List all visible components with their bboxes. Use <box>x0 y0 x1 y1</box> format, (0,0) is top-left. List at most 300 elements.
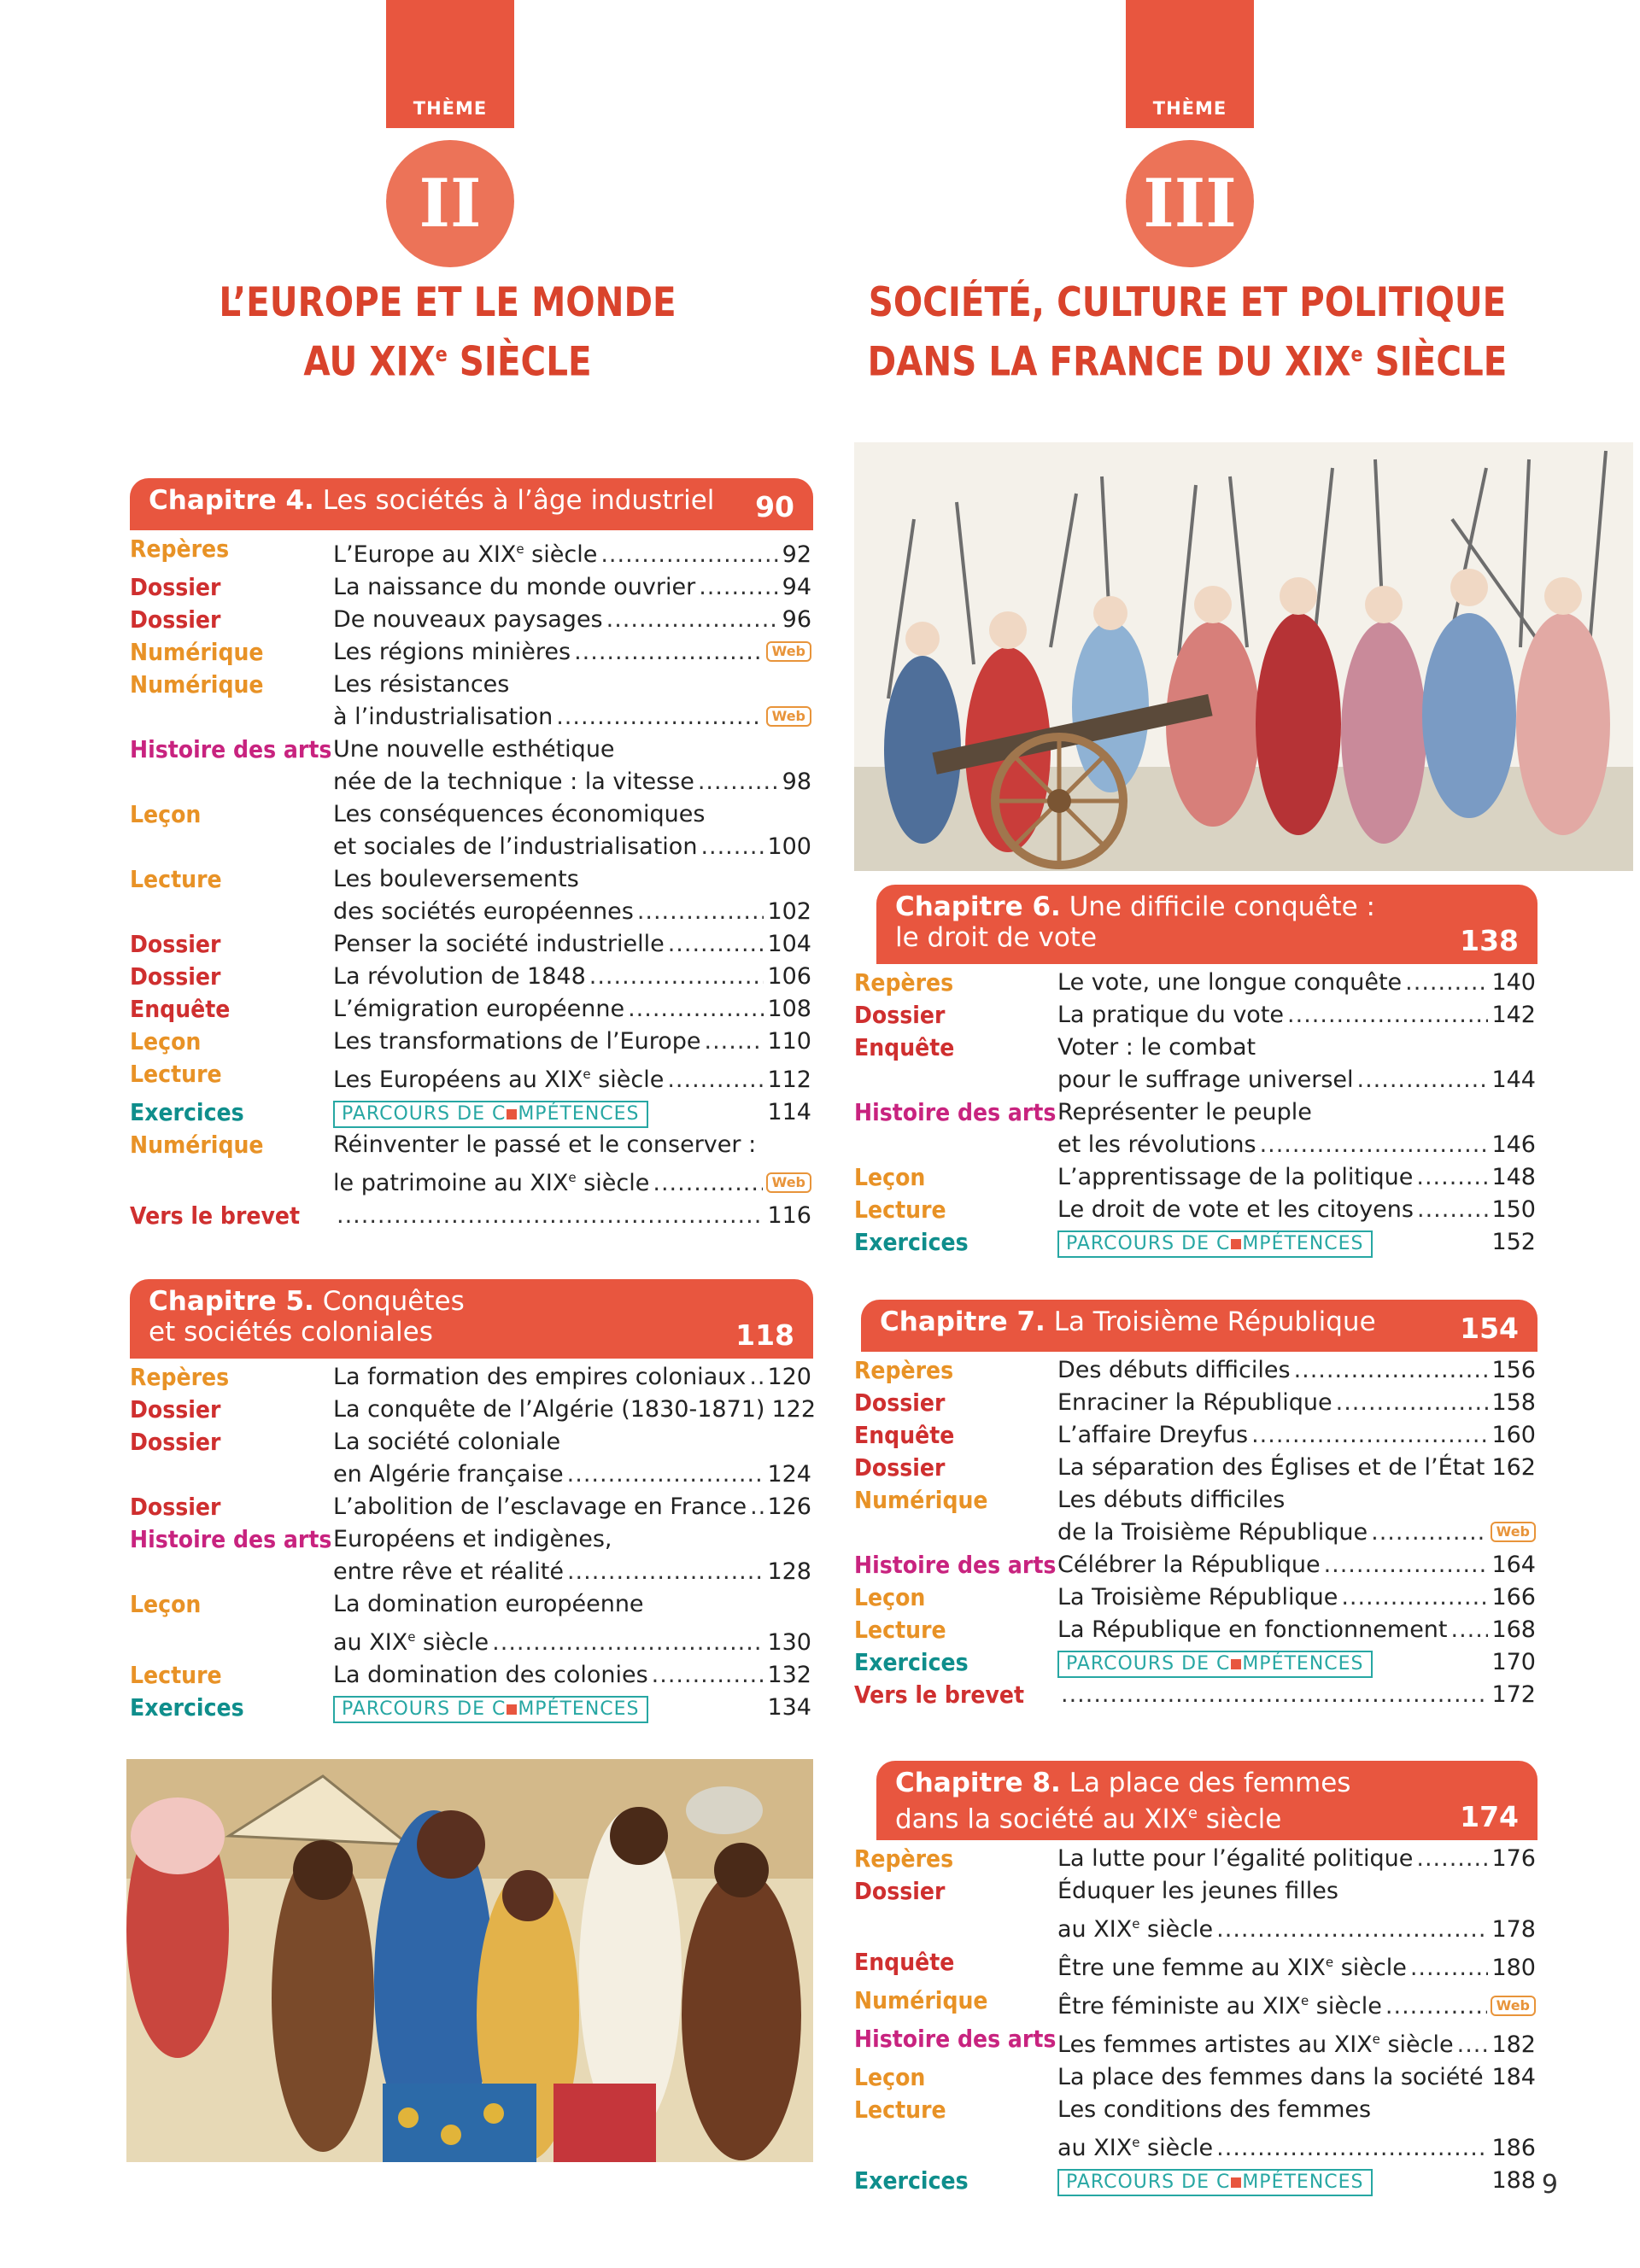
parcours-text: PARCOURS DE C <box>342 1103 507 1125</box>
superscript: e <box>1132 1916 1140 1932</box>
entry-label: Le droit de vote et les citoyens <box>1057 1196 1414 1223</box>
entry-text <box>333 1058 811 1096</box>
entry-line <box>333 831 811 863</box>
leader-dots <box>1416 1161 1488 1194</box>
entry-text-part: siècle <box>1139 2135 1214 2161</box>
chapter-rule <box>876 962 1538 964</box>
chapter-8-header[interactable] <box>876 1761 1538 1838</box>
entry-category: Dossier <box>130 962 221 991</box>
entry-line <box>333 1361 811 1394</box>
toc-entry[interactable] <box>130 798 813 863</box>
entry-page: 164 <box>1491 1552 1536 1578</box>
entry-text <box>333 571 811 604</box>
entry-category: Dossier <box>130 573 221 601</box>
chapter-entries <box>130 533 813 1232</box>
toc-entry[interactable] <box>130 636 813 669</box>
entry-page: 124 <box>767 1461 811 1488</box>
toc-entry[interactable] <box>854 967 1538 999</box>
toc-entry[interactable] <box>854 1843 1538 1875</box>
entry-line <box>333 1556 811 1588</box>
toc-entry[interactable] <box>130 1588 813 1659</box>
entry-category: Repères <box>130 1363 230 1391</box>
entry-label: La pratique du vote <box>1057 1002 1285 1028</box>
entry-label: Enraciner la République <box>1057 1389 1332 1416</box>
entry-text <box>333 961 811 993</box>
theme-title-line-2: DANS LA FRANCE DU XIXe SIÈCLE <box>867 338 1508 386</box>
chapter-6 <box>854 885 1538 1259</box>
leader-dots <box>704 1026 764 1058</box>
entry-line <box>1057 967 1536 999</box>
parcours-square-icon <box>507 1704 517 1715</box>
leader-dots <box>492 1627 764 1659</box>
entry-category: Enquête <box>854 1033 955 1061</box>
entry-label: en Algérie française <box>333 1461 564 1488</box>
entry-category: Histoire des arts <box>854 1551 1057 1579</box>
entry-category: Vers le brevet <box>854 1681 1025 1709</box>
entry-category: Lecture <box>130 865 222 893</box>
chapter-number: Chapitre 5. <box>149 1286 314 1317</box>
toc-entry[interactable] <box>854 1419 1538 1452</box>
entry-label: L’émigration européenne <box>333 996 625 1022</box>
parcours-text: PARCOURS DE C <box>1066 2172 1231 2193</box>
parcours-text: PARCOURS DE C <box>342 1698 507 1720</box>
toc-entry[interactable] <box>130 734 813 798</box>
toc-entry[interactable] <box>130 1394 817 1426</box>
entry-line: Représenter le peuple <box>1057 1099 1312 1125</box>
parcours-square-icon <box>1231 2177 1241 2188</box>
chapter-title: Une difficile conquête : <box>1069 891 1375 922</box>
parcours-competences-badge <box>1057 2169 1373 2196</box>
toc-entry[interactable] <box>130 1361 813 1394</box>
entry-text <box>1057 1646 1536 1679</box>
theme-numeral: III <box>1126 135 1254 267</box>
entry-category: Dossier <box>854 1388 946 1417</box>
entry-line: Les résistances <box>333 671 510 698</box>
entry-text <box>1057 1581 1536 1614</box>
entry-category: Exercices <box>130 1693 244 1721</box>
superscript: e <box>568 1170 577 1185</box>
entry-line <box>1057 2126 1536 2165</box>
entry-line <box>333 1161 811 1200</box>
entry-text <box>1057 1354 1536 1387</box>
leader-dots <box>1336 1387 1489 1419</box>
entry-text <box>333 1394 817 1426</box>
entry-category: Vers le brevet <box>130 1201 301 1230</box>
entry-category: Dossier <box>854 1877 946 1905</box>
leader-dots <box>699 571 778 604</box>
entry-line <box>1057 1517 1536 1549</box>
leader-dots <box>1451 1614 1489 1646</box>
toc-entry[interactable] <box>854 1984 1538 2023</box>
entry-text <box>333 1200 811 1232</box>
toc-entry[interactable] <box>854 1032 1538 1096</box>
toc-entry[interactable] <box>854 1096 1538 1161</box>
toc-entry[interactable] <box>130 533 813 571</box>
entry-line <box>333 961 811 993</box>
entry-page: 186 <box>1491 2135 1536 2161</box>
leader-dots <box>652 1659 764 1692</box>
entry-page: 176 <box>1491 1845 1536 1872</box>
toc-entry[interactable] <box>130 1491 813 1523</box>
entry-line: Les bouleversements <box>333 866 579 892</box>
entry-label <box>1057 2126 1213 2165</box>
chapter-rule <box>876 1838 1538 1840</box>
toc-entry[interactable] <box>130 669 813 734</box>
entry-category: Exercices <box>130 1098 244 1126</box>
entry-line <box>1057 1946 1536 1984</box>
entry-label <box>1057 1908 1213 1946</box>
entry-text-part: siècle <box>1379 2031 1454 2058</box>
superscript: e <box>1372 2031 1380 2047</box>
entry-category: Exercices <box>854 1648 969 1676</box>
toc-entry[interactable] <box>130 1523 813 1588</box>
leader-dots <box>1324 1549 1489 1581</box>
entry-line <box>1057 1549 1536 1581</box>
toc-entry[interactable] <box>854 2165 1538 2197</box>
entry-line <box>333 1394 817 1426</box>
leader-dots <box>750 1491 764 1523</box>
entry-line <box>1057 2165 1536 2197</box>
entry-page: 96 <box>782 606 811 633</box>
toc-entry[interactable] <box>854 2023 1538 2061</box>
entry-line <box>333 1659 811 1692</box>
entry-line <box>1057 999 1536 1032</box>
chapter-7-header[interactable] <box>861 1300 1538 1349</box>
colonial-painting <box>126 1759 813 2162</box>
entry-page: 168 <box>1491 1616 1536 1643</box>
chapter-page: 90 <box>755 490 794 523</box>
chapter-page: 154 <box>1460 1312 1519 1345</box>
theme-title-line-1: L’EUROPE ET LE MONDE <box>219 279 676 326</box>
superscript: e <box>516 541 524 557</box>
entry-category: Dossier <box>130 1428 221 1456</box>
parcours-square-icon <box>507 1109 517 1119</box>
chapter-page: 174 <box>1460 1800 1519 1833</box>
entry-text-part: siècle <box>590 1067 665 1093</box>
toc-entry[interactable] <box>854 1646 1538 1679</box>
entry-line <box>1057 1581 1536 1614</box>
entry-page: 116 <box>767 1202 811 1229</box>
entry-line <box>333 1491 811 1523</box>
entry-category: Leçon <box>854 1583 926 1611</box>
toc-entry[interactable] <box>130 1096 813 1129</box>
entry-text <box>333 928 811 961</box>
entry-text <box>1057 2094 1536 2165</box>
entry-category: Dossier <box>854 1453 946 1482</box>
leader-dots <box>1417 1194 1488 1226</box>
chapter-5-header[interactable] <box>130 1279 813 1356</box>
entry-line: Éduquer les jeunes filles <box>1057 1878 1338 1904</box>
entry-text <box>1057 1452 1536 1484</box>
entry-page: 134 <box>767 1694 811 1721</box>
entry-category: Repères <box>854 1844 954 1873</box>
entry-line <box>1057 1129 1536 1161</box>
entry-category: Numérique <box>854 1486 988 1514</box>
entry-label: entre rêve et réalité <box>333 1558 564 1585</box>
entry-text <box>333 533 811 571</box>
entry-line: Européens et indigènes, <box>333 1526 612 1552</box>
entry-label: L’apprentissage de la politique <box>1057 1164 1414 1190</box>
entry-category: Histoire des arts <box>130 735 332 763</box>
leader-dots <box>1416 1843 1488 1875</box>
entry-text-part: Les Européens au XIX <box>333 1067 583 1093</box>
theme-label: THÈME <box>413 98 488 119</box>
toc-entry[interactable] <box>130 1026 813 1058</box>
parcours-competences-badge <box>1057 1651 1373 1678</box>
entry-page: 108 <box>767 996 811 1022</box>
chapter-entries <box>854 967 1538 1259</box>
entry-line <box>1057 1226 1536 1259</box>
parcours-square-icon <box>1231 1659 1241 1669</box>
leader-dots <box>668 928 764 961</box>
entry-page: 178 <box>1491 1916 1536 1943</box>
toc-entry[interactable] <box>854 1452 1538 1484</box>
chapter-4-header[interactable] <box>130 478 813 528</box>
entry-text <box>333 993 811 1026</box>
chapter-6-header[interactable] <box>876 885 1538 962</box>
toc-entry[interactable] <box>854 1875 1538 1946</box>
toc-entry[interactable] <box>854 1354 1538 1387</box>
entry-page: 112 <box>767 1067 811 1093</box>
entry-category: Enquête <box>854 1948 955 1976</box>
leader-dots <box>1260 1129 1489 1161</box>
entry-page: 148 <box>1491 1164 1536 1190</box>
entry-text-part: Être une femme au XIX <box>1057 1955 1326 1981</box>
entry-category: Lecture <box>130 1661 222 1689</box>
entry-line <box>333 766 811 798</box>
entry-text <box>333 669 811 734</box>
entry-label: La formation des empires coloniaux <box>333 1364 747 1390</box>
entry-text <box>333 1692 811 1724</box>
entry-category: Enquête <box>130 995 231 1023</box>
leader-dots <box>1385 1990 1487 2023</box>
toc-entry[interactable] <box>130 571 813 604</box>
toc-entry[interactable] <box>854 2061 1538 2094</box>
leader-dots <box>574 636 763 669</box>
toc-entry[interactable] <box>130 961 813 993</box>
entry-line: La société coloniale <box>333 1429 561 1455</box>
entry-label <box>333 1058 664 1096</box>
entry-text <box>1057 1161 1536 1194</box>
chapter-title: Conquêtes <box>322 1286 465 1317</box>
entry-line <box>1057 1064 1536 1096</box>
entry-line <box>333 1621 811 1659</box>
toc-entry[interactable] <box>854 2094 1538 2165</box>
entry-line <box>333 1200 811 1232</box>
entry-text <box>1057 1614 1536 1646</box>
illustration-womens-march <box>854 442 1633 871</box>
superscript: e <box>1132 2135 1140 2150</box>
toc-entry[interactable] <box>130 1426 813 1491</box>
entry-page: 92 <box>782 541 811 568</box>
toc-entry[interactable] <box>854 1581 1538 1614</box>
entry-text-part: siècle <box>1333 1955 1407 1981</box>
leader-dots <box>637 896 764 928</box>
entry-page: 158 <box>1491 1389 1536 1416</box>
toc-entry[interactable] <box>854 1679 1538 1711</box>
entry-text-part: Être féministe au XIX <box>1057 1993 1301 2020</box>
entry-line <box>333 1096 811 1129</box>
toc-entry[interactable] <box>854 1549 1538 1581</box>
entry-category: Enquête <box>854 1421 955 1449</box>
entry-text <box>1057 1419 1536 1452</box>
entry-page: 104 <box>767 931 811 957</box>
entry-line <box>333 1692 811 1724</box>
entry-text <box>1057 2165 1536 2197</box>
entry-category: Dossier <box>854 1001 946 1029</box>
entry-page: 122 <box>771 1396 817 1423</box>
leader-dots <box>1216 2132 1488 2165</box>
toc-entry[interactable] <box>130 1200 813 1232</box>
entry-text-part: siècle <box>1139 1916 1214 1943</box>
entry-page: 142 <box>1491 1002 1536 1028</box>
entry-line <box>333 1026 811 1058</box>
superscript: e <box>1325 1955 1334 1970</box>
entry-page: 150 <box>1491 1196 1536 1223</box>
parcours-competences-badge <box>333 1101 648 1128</box>
entry-line: Réinventer le passé et le conserver : <box>333 1131 757 1158</box>
chapter-title: La place des femmes <box>1069 1768 1351 1798</box>
entry-page: 156 <box>1491 1357 1536 1383</box>
toc-entry[interactable] <box>130 993 813 1026</box>
entry-page: 100 <box>767 833 811 860</box>
entry-category: Leçon <box>130 1027 202 1055</box>
entry-text <box>1057 1096 1536 1161</box>
parcours-square-icon <box>1231 1239 1241 1249</box>
entry-label: La place des femmes dans la société <box>1057 2064 1484 2090</box>
entry-text <box>333 734 811 798</box>
chapter-8 <box>854 1761 1538 2197</box>
entry-category: Exercices <box>854 1228 969 1256</box>
toc-entry[interactable] <box>130 1692 813 1724</box>
entry-page: 170 <box>1491 1649 1536 1675</box>
entry-category: Numérique <box>130 670 264 699</box>
entry-line: Voter : le combat <box>1057 1034 1256 1061</box>
entry-line <box>333 571 811 604</box>
leader-dots <box>1294 1354 1489 1387</box>
toc-entry[interactable] <box>854 1226 1538 1259</box>
parcours-text: MPÉTENCES <box>518 1698 640 1720</box>
entry-text <box>333 1426 811 1491</box>
entry-page: 120 <box>767 1364 811 1390</box>
web-icon: Web <box>766 1172 811 1193</box>
chapter-title-line-2: dans la société au XIXe siècle <box>895 1803 1282 1835</box>
entry-category: Leçon <box>854 1163 926 1191</box>
entry-label: des sociétés européennes <box>333 898 634 925</box>
entry-text-part: siècle <box>524 541 598 568</box>
entry-page: 102 <box>767 898 811 925</box>
entry-category: Dossier <box>130 930 221 958</box>
leader-dots <box>1405 967 1488 999</box>
toc-entry[interactable] <box>130 1058 813 1096</box>
web-icon: Web <box>1491 1522 1536 1542</box>
leader-dots <box>700 831 764 863</box>
leader-dots <box>1216 1914 1488 1946</box>
entry-line: Les conséquences économiques <box>333 801 706 827</box>
entry-line <box>1057 2023 1536 2061</box>
entry-category: Leçon <box>130 800 202 828</box>
toc-entry[interactable] <box>854 1946 1538 1984</box>
leader-dots <box>653 1167 762 1200</box>
entry-page: 146 <box>1491 1131 1536 1158</box>
toc-entry[interactable] <box>854 1194 1538 1226</box>
entry-text <box>333 863 811 928</box>
toc-entry[interactable] <box>854 1484 1538 1549</box>
entry-text <box>1057 1032 1536 1096</box>
entry-text-part: siècle <box>1309 1993 1382 2020</box>
entry-label: Penser la société industrielle <box>333 931 665 957</box>
entry-text <box>333 1026 811 1058</box>
entry-line <box>333 1458 811 1491</box>
entry-text <box>333 1491 811 1523</box>
entry-page: 132 <box>767 1662 811 1688</box>
web-icon: Web <box>1491 1996 1536 2016</box>
illustration-colonial-scene <box>126 1759 813 2162</box>
chapter-page: 118 <box>735 1318 794 1352</box>
entry-line <box>333 636 811 669</box>
leader-dots <box>1061 1679 1488 1711</box>
entry-line <box>1057 1843 1536 1875</box>
toc-entry[interactable] <box>130 928 813 961</box>
toc-entry[interactable] <box>854 1161 1538 1194</box>
leader-dots <box>567 1458 764 1491</box>
parcours-competences-badge <box>1057 1230 1373 1258</box>
entry-line <box>333 533 811 571</box>
entry-label: pour le suffrage universel <box>1057 1067 1354 1093</box>
entry-text <box>333 1361 811 1394</box>
entry-label: De nouveaux paysages <box>333 606 603 633</box>
toc-entry[interactable] <box>854 1387 1538 1419</box>
entry-line <box>333 896 811 928</box>
entry-label: L’affaire Dreyfus <box>1057 1422 1249 1448</box>
web-icon: Web <box>766 706 811 727</box>
chapter-4 <box>130 478 813 1232</box>
leader-dots <box>1357 1064 1489 1096</box>
entry-label: La Troisième République <box>1057 1584 1338 1610</box>
entry-line <box>333 604 811 636</box>
toc-entry[interactable] <box>130 604 813 636</box>
entry-page: 182 <box>1491 2031 1536 2058</box>
entry-line <box>1057 1452 1536 1484</box>
entry-page: 188 <box>1491 2167 1536 2194</box>
entry-label: et sociales de l’industrialisation <box>333 833 698 860</box>
toc-entry[interactable] <box>130 1659 813 1692</box>
entry-text-part: au XIX <box>333 1629 408 1656</box>
entry-line <box>1057 1984 1536 2023</box>
toc-entry[interactable] <box>130 863 813 928</box>
chapter-rule <box>130 1356 813 1359</box>
entry-text <box>333 604 811 636</box>
entry-label: Les transformations de l’Europe <box>333 1028 701 1055</box>
toc-entry[interactable] <box>854 999 1538 1032</box>
leader-dots <box>1410 1952 1489 1984</box>
entry-label: L’abolition de l’esclavage en France <box>333 1493 747 1520</box>
toc-entry[interactable] <box>854 1614 1538 1646</box>
toc-entry[interactable] <box>130 1129 813 1200</box>
entry-page: 114 <box>767 1099 811 1125</box>
entry-line <box>1057 1354 1536 1387</box>
superscript: e <box>1300 1993 1309 2008</box>
entry-page: 162 <box>1491 1454 1536 1481</box>
entry-category: Repères <box>130 535 230 563</box>
chapter-entries <box>854 1843 1538 2197</box>
theme-title <box>820 278 1555 389</box>
leader-dots <box>600 539 778 571</box>
web-icon: Web <box>766 641 811 662</box>
entry-category: Leçon <box>130 1590 202 1618</box>
chapter-number: Chapitre 4. <box>149 485 314 516</box>
entry-page: 98 <box>782 769 811 795</box>
